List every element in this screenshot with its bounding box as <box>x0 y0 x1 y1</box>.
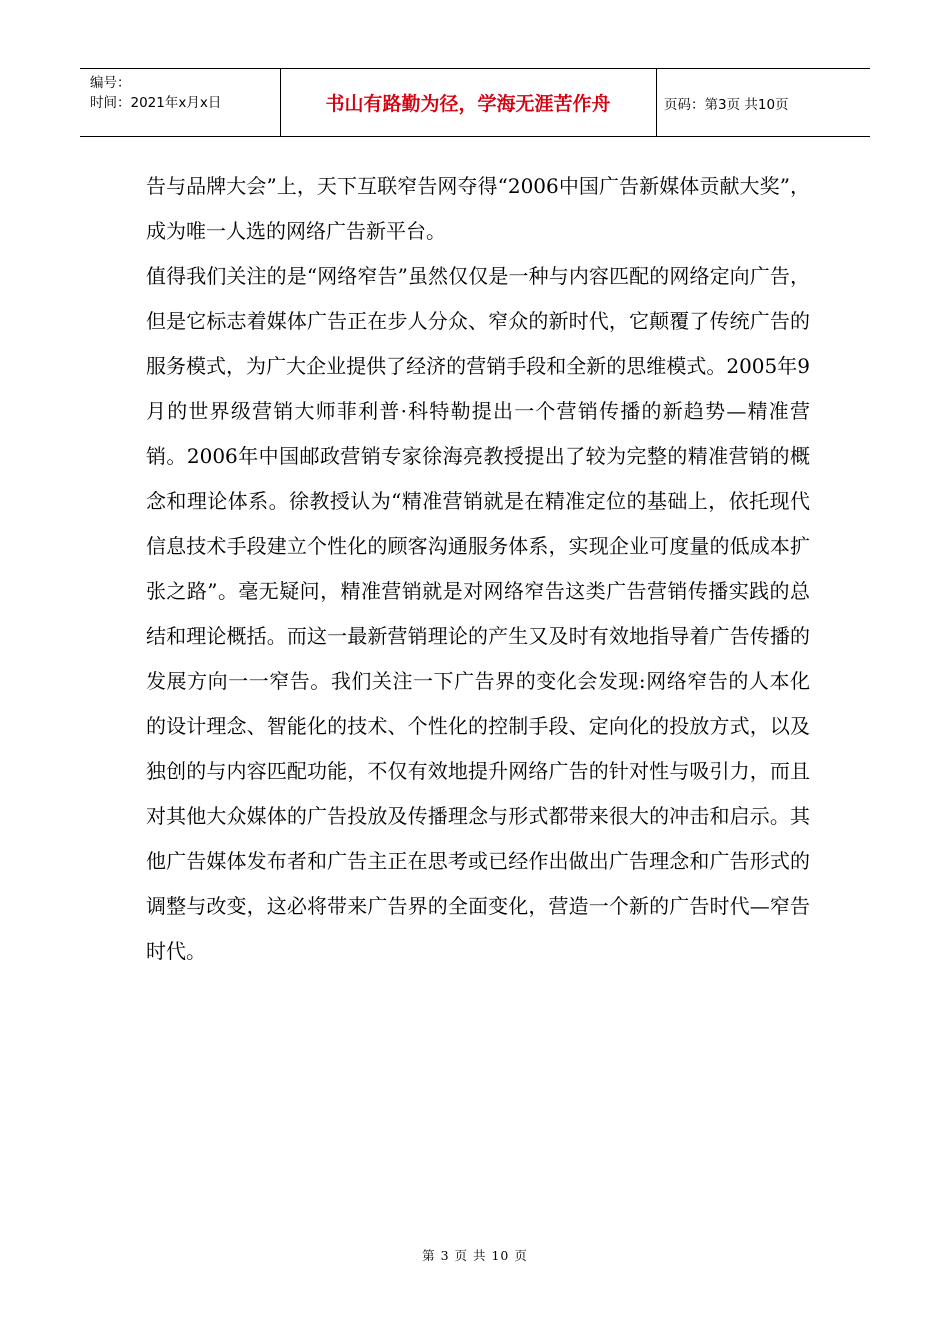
time-label: 时间：2021年x月x日 <box>90 95 222 111</box>
header-motto: 书山有路勤为径，学海无涯苦作舟 <box>325 93 611 115</box>
body-text <box>146 164 810 974</box>
number-label: 编号： <box>90 75 131 91</box>
header-divider <box>656 69 657 136</box>
header-page-info: 页码：第3页 共10页 <box>664 96 789 113</box>
paragraph: 告与品牌大会”上，天下互联窄告网夺得“2006中国广告新媒体贡献大奖”，成为唯一人选的网络广告新平台。 <box>146 174 810 243</box>
header-meta <box>90 73 221 113</box>
paragraph: 值得我们关注的是“网络窄告”虽然仅仅是一种与内容匹配的网络定向广告，但是它标志着媒体广告正在步人分众、窄众的新时代，它颠覆了传统广告的服务模式，为广大企业提供了经济的营销手段和全新的思维模式。2005年9月的世界级营销大师菲利普·科特勒提出一个营销传播的新趋势—精准营销。2006年中国邮政营销专家徐海亮教授提出了较为完整的精准营销的概念和理论体系。徐教授认为“精准营销就是在精准定位的基础上，依托现代信息技术手段建立个性化的顾客沟通服务体系，实现企业可度量的低成本扩张之路”。毫无疑问，精准营销就是对网络窄告这类广告营销传播实践的总结和理论概括。而这一最新营销理论的产生又及时有效地指导着广告传播的发展方向一一窄告。我们关注一下广告界的变化会发现:网络窄告的人本化的设计理念、智能化的技术、个性化的控制手段、定向化的投放方式，以及独创的与内容匹配功能，不仅有效地提升网络广告的针对性与吸引力，而且对其他大众媒体的广告投放及传播理念与形式都带来很大的冲击和启示。其他广告媒体发布者和广告主正在思考或已经作出做出广告理念和广告形式的调整与改变，这必将带来广告界的全面变化，营造一个新的广告时代—窄告时代。 <box>146 264 810 963</box>
page-footer: 第 3 页 共 10 页 <box>422 1248 528 1263</box>
page-header <box>80 68 870 137</box>
